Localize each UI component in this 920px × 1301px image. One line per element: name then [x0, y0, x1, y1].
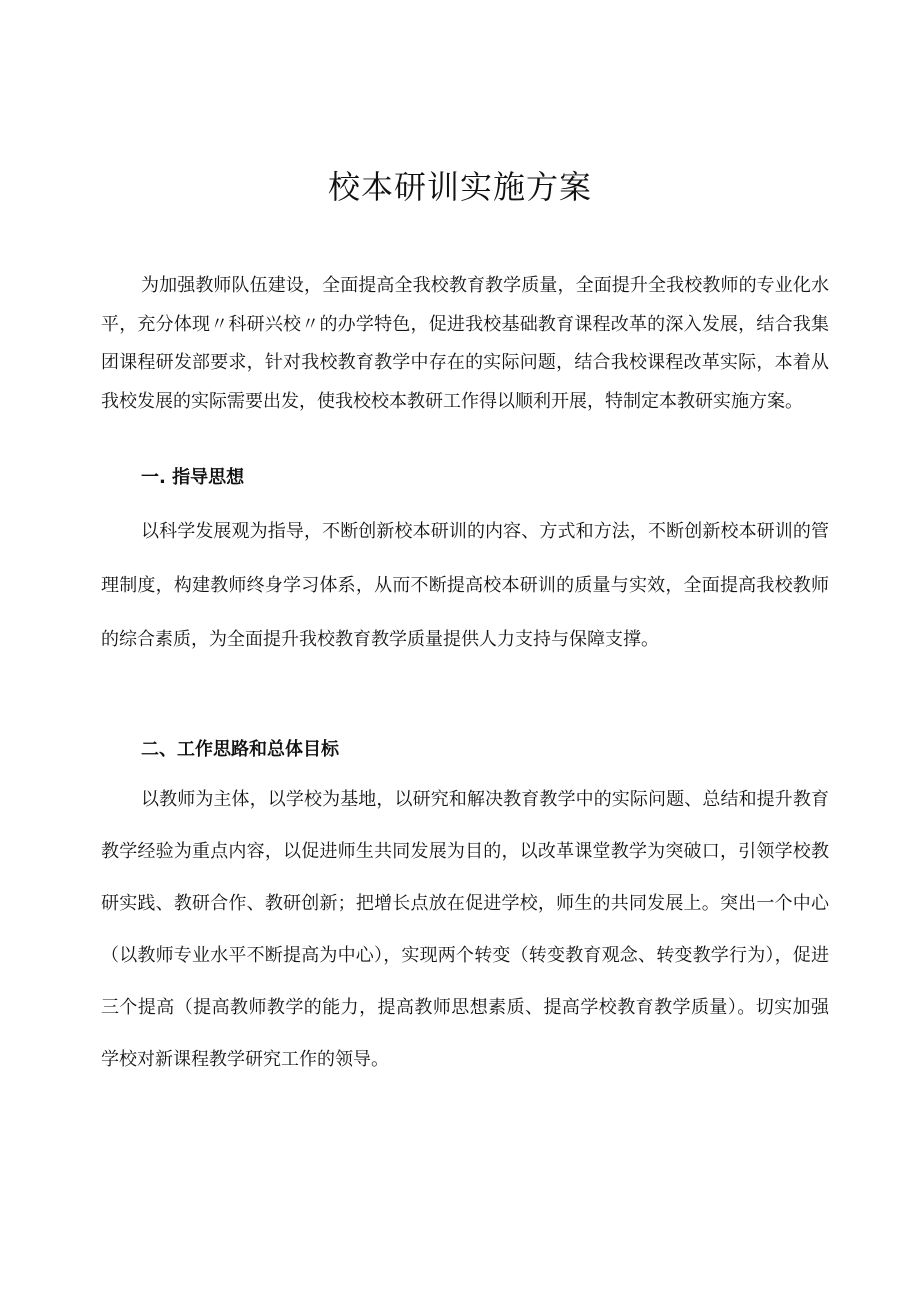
intro-paragraph: 为加强教师队伍建设，全面提高全我校教育教学质量，全面提升全我校教师的专业化水平，充分体现〃科研兴校〃的办学特色，促进我校基础教育课程改革的深入发展，结合我集团课程研发部要求，针对我校教育教学中存在的实际问题，结合我校课程改革实际，本着从我校发展的实际需要出发，使我校校本教研工作得以顺利开展，特制定本教研实施方案。	[101, 275, 829, 412]
section-heading-work-goals: 二、工作思路和总体目标	[141, 739, 339, 760]
section-body-work-goals: 以教师为主体，以学校为基地，以研究和解决教育教学中的实际问题、总结和提升教育教学经验为重点内容，以促进师生共同发展为目的，以改革课堂教学为突破口，引领学校教研实践、教研合作、教研创新；把增长点放在促进学校，师生的共同发展上。突出一个中心（以教师专业水平不断提高为中心），实现两个转变（转变教育观念、转变教学行为），促进三个提高（提高教师教学的能力，提高教师思想素质、提高学校教育教学质量）。切实加强学校对新课程教学研究工作的领导。	[101, 789, 829, 1070]
section-heading-guiding-thought: 一. 指导思想	[141, 467, 245, 488]
section-body-guiding-thought: 以科学发展观为指导，不断创新校本研训的内容、方式和方法，不断创新校本研训的管理制度，构建教师终身学习体系，从而不断提高校本研训的质量与实效，全面提高我校教师的综合素质，为全面提升我校教育教学质量提供人力支持与保障支撑。	[101, 521, 829, 650]
document-title: 校本研训实施方案	[327, 168, 592, 206]
